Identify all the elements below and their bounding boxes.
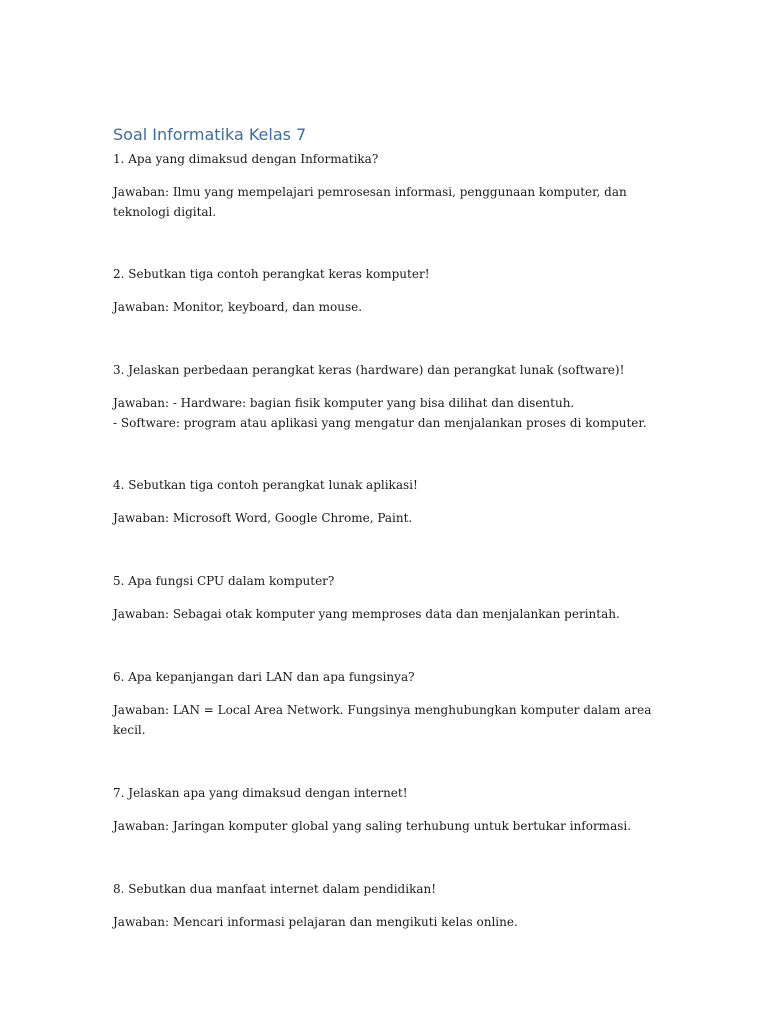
qa-item-6	[113, 668, 653, 740]
question-text: 1. Apa yang dimaksud dengan Informatika?	[113, 152, 379, 166]
question-text: 6. Apa kepanjangan dari LAN dan apa fungsinya?	[113, 670, 415, 684]
answer-text: Jawaban: Microsoft Word, Google Chrome, Paint.	[113, 511, 413, 525]
qa-item-3	[113, 361, 653, 433]
qa-item-5	[113, 572, 653, 624]
question-text: 2. Sebutkan tiga contoh perangkat keras komputer!	[113, 267, 430, 281]
question-text: 4. Sebutkan tiga contoh perangkat lunak aplikasi!	[113, 478, 418, 492]
answer-text: Jawaban: Jaringan komputer global yang saling terhubung untuk bertukar informasi.	[113, 819, 632, 833]
qa-item-7	[113, 784, 653, 836]
question-text: 8. Sebutkan dua manfaat internet dalam pendidikan!	[113, 882, 437, 896]
answer-text: Jawaban: Monitor, keyboard, dan mouse.	[113, 300, 363, 314]
qa-item-4	[113, 476, 653, 528]
question-text: 5. Apa fungsi CPU dalam komputer?	[113, 574, 335, 588]
qa-item-8	[113, 880, 653, 932]
question-text: 7. Jelaskan apa yang dimaksud dengan internet!	[113, 786, 408, 800]
answer-text: Jawaban: Ilmu yang mempelajari pemrosesan informasi, penggunaan komputer, dan teknologi digital.	[113, 185, 627, 219]
answer-text: Jawaban: LAN = Local Area Network. Fungsinya menghubungkan komputer dalam area kecil.	[113, 703, 652, 737]
answer-text: Jawaban: - Hardware: bagian fisik komputer yang bisa dilihat dan disentuh. - Software: program atau aplikasi yang mengatur dan menjalankan proses di komputer.	[113, 396, 647, 430]
question-text: 3. Jelaskan perbedaan perangkat keras (hardware) dan perangkat lunak (software)!	[113, 363, 625, 377]
document-title: Soal Informatika Kelas 7	[113, 125, 307, 144]
qa-item-2	[113, 265, 653, 317]
answer-text: Jawaban: Sebagai otak komputer yang memproses data dan menjalankan perintah.	[113, 607, 620, 621]
qa-item-1	[113, 150, 653, 222]
answer-text: Jawaban: Mencari informasi pelajaran dan mengikuti kelas online.	[113, 915, 518, 929]
